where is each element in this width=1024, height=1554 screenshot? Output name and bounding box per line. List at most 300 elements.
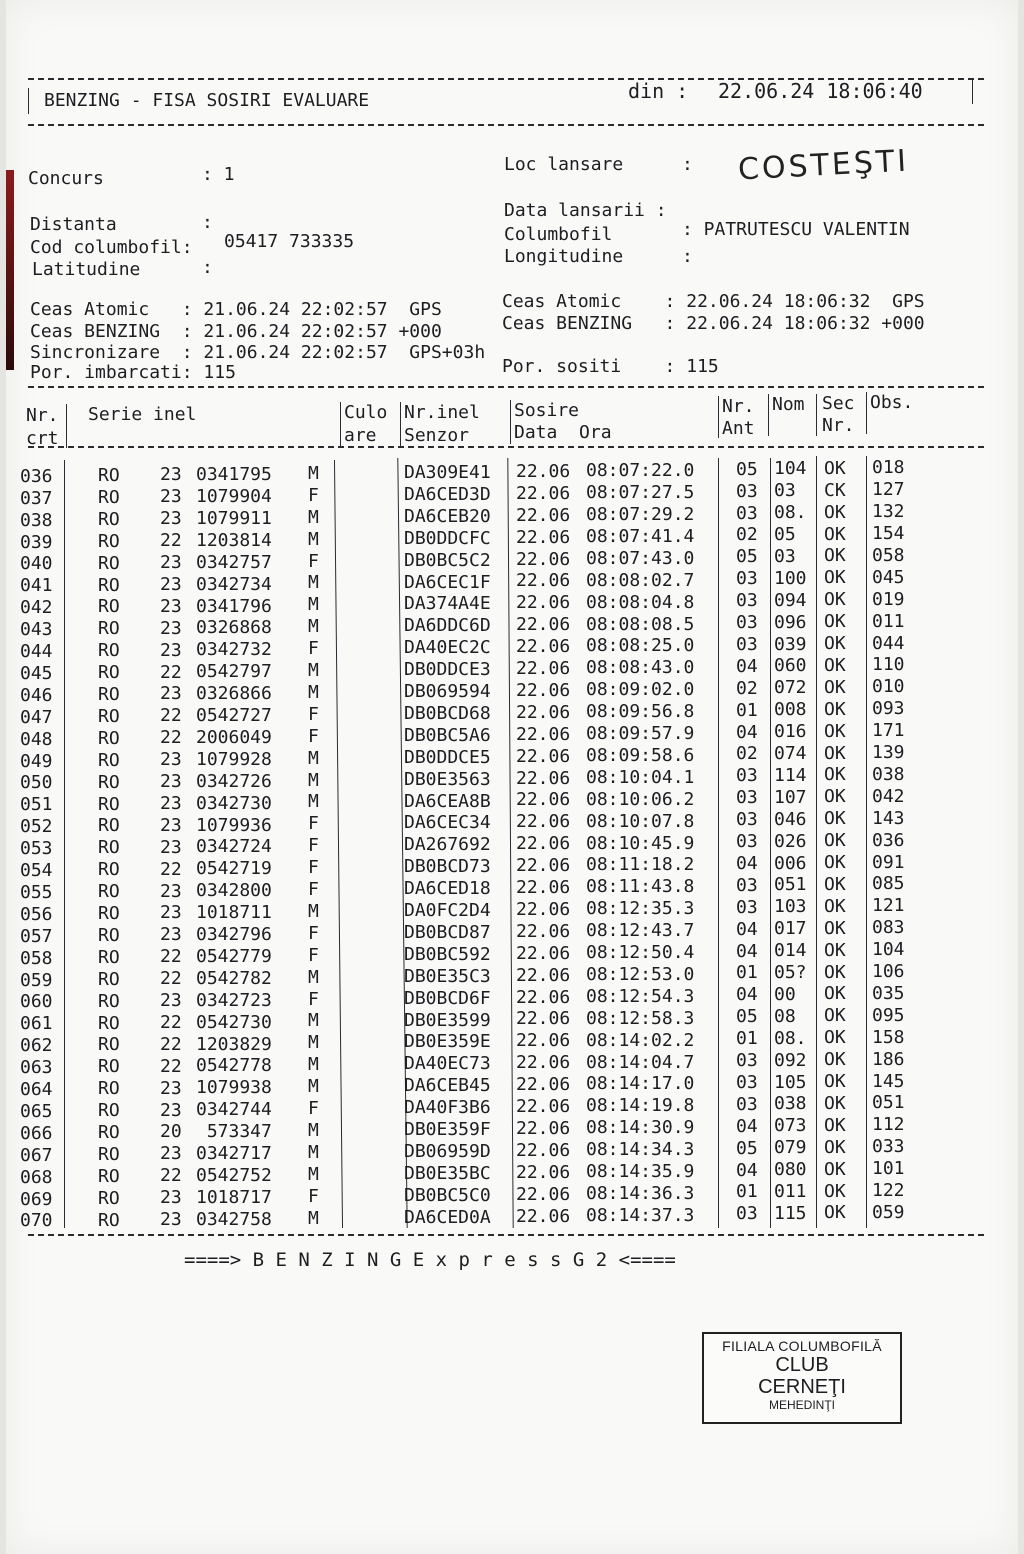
row-year: 23 [160, 836, 182, 858]
row-ring-number: 0342744 [196, 1099, 272, 1121]
row-sex: M [308, 1076, 319, 1098]
row-obs: 112 [872, 1114, 905, 1136]
row-date: 22.06 [516, 614, 571, 636]
row-year: 23 [160, 1077, 182, 1099]
row-nom: 011 [774, 1181, 807, 1203]
col-serie-inel: Serie inel [88, 404, 197, 425]
cod-columbofil-value: 05417 733335 [224, 231, 355, 252]
row-ant: 03 [736, 502, 758, 524]
row-date: 22.06 [516, 964, 571, 986]
row-year: 23 [160, 771, 182, 793]
row-sex: M [308, 572, 319, 594]
row-year: 23 [160, 924, 182, 946]
row-year: 22 [160, 530, 182, 552]
row-ring-number: 1079938 [196, 1077, 272, 1099]
row-obs: 093 [872, 698, 905, 720]
row-ring-number: 1203814 [196, 529, 272, 551]
divider [28, 1234, 984, 1236]
row-country: RO [98, 1209, 120, 1231]
row-sex: M [308, 791, 319, 813]
row-country: RO [98, 662, 120, 684]
row-nom: 006 [774, 852, 807, 874]
row-nom: 115 [774, 1202, 807, 1224]
row-date: 22.06 [516, 548, 571, 570]
row-ant: 04 [736, 655, 758, 677]
row-sec: CK [824, 479, 846, 501]
row-sex: F [308, 944, 319, 966]
table-row [6, 917, 1018, 948]
row-sex: M [308, 594, 319, 616]
row-sensor: DA6CED0A [404, 1206, 491, 1228]
row-year: 23 [160, 683, 182, 705]
col-sep [66, 404, 67, 448]
row-ant: 03 [736, 1093, 758, 1115]
row-nom: 072 [774, 677, 807, 699]
row-nom: 016 [774, 721, 807, 743]
row-nom: 104 [774, 458, 807, 480]
loc-lansare-label: Loc lansare [504, 154, 624, 175]
concurs-value: : 1 [202, 164, 235, 185]
row-sex: M [308, 660, 319, 682]
row-ant: 05 [736, 546, 758, 568]
row-date: 22.06 [516, 679, 571, 701]
row-sec: OK [824, 786, 846, 808]
row-nr: 066 [20, 1122, 53, 1144]
row-year: 23 [160, 990, 182, 1012]
col-ant: Ant [722, 418, 755, 439]
row-time: 08:14:04.7 [586, 1051, 695, 1073]
row-ring-number: 1079936 [196, 814, 272, 836]
col-sosire: Sosire [514, 400, 580, 421]
row-obs: 101 [872, 1158, 905, 1180]
row-date: 22.06 [516, 1096, 571, 1117]
row-sensor: DA40EC2C [404, 637, 491, 659]
row-nr: 040 [20, 553, 53, 575]
row-sensor: DB0DDCE3 [404, 659, 491, 681]
row-ring-number: 0342796 [196, 924, 272, 945]
row-ring-number: 0342717 [196, 1143, 272, 1164]
row-nom: 05? [774, 962, 807, 984]
row-nom: 094 [774, 589, 807, 611]
row-ant: 03 [736, 590, 758, 612]
row-date: 22.06 [516, 570, 571, 592]
table-row [6, 1136, 1018, 1167]
row-ant: 03 [736, 765, 758, 787]
latitudine-label: Latitudine [32, 259, 141, 280]
row-date: 22.06 [516, 658, 571, 679]
row-year: 23 [160, 486, 182, 508]
row-country: RO [98, 1165, 120, 1187]
row-ant: 01 [736, 962, 758, 984]
col-sep [866, 392, 867, 434]
loc-lansare-colon: : [682, 154, 693, 175]
row-year: 22 [160, 661, 182, 683]
row-nom: 08. [774, 1027, 807, 1049]
row-ring-number: 0342732 [196, 639, 272, 661]
col-culoare: Culo [344, 402, 388, 423]
row-country: RO [98, 1187, 120, 1209]
data-lansarii-label: Data lansarii : [504, 200, 667, 221]
latitudine-value: : [202, 257, 213, 278]
table-row [6, 523, 1018, 554]
row-nr: 055 [20, 881, 53, 903]
row-sex: M [308, 747, 319, 769]
row-time: 08:14:35.9 [586, 1161, 695, 1182]
row-nr: 054 [20, 860, 53, 882]
porumbei-imbarcati: Por. imbarcati: 115 [30, 362, 236, 383]
row-nr: 042 [20, 597, 53, 619]
row-obs: 122 [872, 1180, 905, 1202]
table-row [6, 610, 1018, 641]
row-sex: M [308, 1054, 319, 1076]
row-nom: 026 [774, 830, 807, 852]
row-country: RO [98, 837, 120, 859]
row-nr: 059 [20, 969, 53, 991]
row-country: RO [98, 596, 120, 618]
row-sensor: DB0E359F [404, 1119, 491, 1141]
row-country: RO [98, 1078, 120, 1100]
porumbei-sositi: Por. sositi : 115 [502, 356, 719, 377]
row-year: 23 [160, 573, 182, 595]
row-sec: OK [824, 567, 846, 589]
row-nr: 065 [20, 1100, 53, 1122]
row-country: RO [98, 640, 120, 662]
row-sec: OK [824, 1092, 846, 1114]
row-time: 08:09:57.9 [586, 723, 695, 744]
row-sensor: DB0BCD73 [404, 856, 491, 878]
row-ant: 04 [736, 852, 758, 874]
row-nr: 037 [20, 487, 53, 509]
row-obs: 154 [872, 523, 905, 545]
table-row [6, 544, 1018, 576]
row-nr: 046 [20, 684, 53, 706]
row-sensor: DB0DDCFC [404, 527, 491, 549]
row-country: RO [98, 705, 120, 727]
row-sex: M [308, 1207, 319, 1229]
row-sensor: DA6DDC6D [404, 615, 491, 637]
row-sec: OK [824, 1005, 846, 1027]
divider [28, 446, 984, 448]
row-time: 08:10:45.9 [586, 832, 695, 854]
row-time: 08:08:25.0 [586, 635, 695, 657]
row-country: RO [98, 946, 120, 968]
row-sensor: DA267692 [404, 834, 491, 856]
row-obs: 038 [872, 763, 905, 785]
table-row [6, 785, 1018, 817]
row-sensor: DA374A4E [404, 593, 491, 615]
row-country: RO [98, 508, 120, 530]
row-sec: OK [824, 917, 846, 939]
row-nom: 073 [774, 1115, 807, 1137]
document-title: BENZING - FISA SOSIRI EVALUARE [44, 90, 370, 111]
row-sensor: DB0BCD68 [404, 702, 491, 724]
row-sec: OK [824, 961, 846, 983]
row-sex: F [308, 638, 319, 660]
row-ring-number: 0341795 [196, 464, 272, 486]
row-year: 22 [160, 1033, 182, 1055]
row-sex: F [308, 703, 319, 725]
table-row [6, 961, 1018, 992]
row-sex: M [308, 1141, 319, 1163]
table-row [6, 763, 1018, 795]
divider [28, 386, 984, 388]
row-year: 22 [160, 968, 182, 990]
col-obs: Obs. [870, 392, 914, 413]
row-obs: 171 [872, 720, 905, 742]
row-ring-number: 1079911 [196, 507, 272, 529]
row-time: 08:12:35.3 [586, 898, 695, 920]
row-ring-number: 0342726 [196, 770, 272, 792]
row-ring-number: 1079928 [196, 748, 272, 770]
row-sex: F [308, 484, 319, 506]
row-year: 22 [160, 1165, 182, 1187]
row-year: 23 [160, 1209, 182, 1231]
row-nom: 060 [774, 655, 807, 677]
row-date: 22.06 [516, 1161, 571, 1183]
row-sec: OK [824, 1071, 846, 1093]
row-country: RO [98, 1034, 120, 1056]
row-date: 22.06 [516, 877, 571, 898]
table-row [6, 1180, 1018, 1211]
row-sex: M [308, 462, 319, 484]
row-nr: 061 [20, 1013, 53, 1035]
row-time: 08:14:36.3 [586, 1182, 695, 1204]
row-obs: 143 [872, 807, 905, 829]
row-date: 22.06 [516, 723, 571, 745]
row-ring-number: 0542782 [196, 967, 272, 989]
row-nom: 096 [774, 611, 807, 633]
row-ant: 03 [736, 787, 758, 809]
row-sensor: DB06959D [404, 1140, 491, 1162]
row-date: 22.06 [516, 811, 571, 833]
row-ant: 03 [736, 612, 758, 633]
row-date: 22.06 [516, 504, 571, 526]
row-nom: 074 [774, 743, 807, 765]
row-sex: F [308, 1185, 319, 1207]
row-year: 23 [160, 1143, 182, 1165]
row-obs: 145 [872, 1070, 905, 1092]
col-data-ora: Data Ora [514, 422, 612, 443]
row-sex: F [308, 813, 319, 835]
row-nr: 049 [20, 750, 53, 772]
row-country: RO [98, 990, 120, 1012]
row-ant: 04 [736, 918, 758, 940]
row-country: RO [98, 727, 120, 749]
sincronizare: Sincronizare : 21.06.24 22:02:57 GPS+03h [30, 342, 486, 363]
row-ring-number: 0542779 [196, 945, 272, 967]
row-ant: 04 [736, 984, 758, 1006]
row-ant: 04 [736, 1159, 758, 1181]
row-time: 08:14:19.8 [586, 1095, 695, 1117]
row-sec: OK [824, 523, 846, 545]
row-ant: 02 [736, 524, 758, 546]
row-time: 08:14:34.3 [586, 1139, 695, 1161]
row-sex: F [308, 879, 319, 901]
row-obs: 095 [872, 1004, 905, 1026]
row-date: 22.06 [516, 1183, 571, 1205]
longitudine-value: : [682, 246, 693, 267]
row-sec: OK [824, 1049, 846, 1071]
row-ring-number: 573347 [196, 1121, 272, 1143]
row-date: 22.06 [516, 1052, 571, 1074]
row-nr: 036 [20, 465, 53, 487]
row-date: 22.06 [516, 942, 571, 964]
row-sensor: DA6CED18 [404, 878, 491, 900]
table-row [6, 720, 1018, 751]
table-row [6, 1048, 1018, 1079]
ceas-benzing-stop: Ceas BENZING : 22.06.24 18:06:32 +000 [502, 313, 925, 334]
row-sex: M [308, 681, 319, 703]
columbofil-label: Columbofil [504, 224, 613, 245]
row-nr: 056 [20, 903, 53, 925]
longitudine-label: Longitudine [504, 246, 624, 267]
ceas-atomic-start: Ceas Atomic : 21.06.24 22:02:57 GPS [30, 299, 442, 320]
table-row [6, 939, 1018, 970]
row-ring-number: 0326866 [196, 683, 272, 705]
row-nom: 017 [774, 918, 807, 940]
row-sex: M [308, 506, 319, 528]
loc-lansare-handwritten: COSTEŞTI [737, 143, 910, 188]
row-ant: 05 [736, 458, 758, 480]
row-ring-number: 0542797 [196, 661, 272, 683]
row-nom: 080 [774, 1159, 807, 1181]
row-country: RO [98, 465, 120, 487]
row-date: 22.06 [516, 460, 571, 482]
row-ant: 03 [736, 1050, 758, 1071]
table-row [6, 566, 1018, 598]
row-country: RO [98, 552, 120, 574]
row-sex: M [308, 966, 319, 988]
row-sensor: DB0BC5C2 [404, 549, 491, 571]
row-nr: 047 [20, 706, 53, 728]
col-culoare-2: are [344, 425, 377, 446]
row-obs: 011 [872, 610, 905, 632]
row-nr: 069 [20, 1188, 53, 1210]
row-sec: OK [824, 939, 846, 961]
row-sensor: DB0BCD6F [404, 987, 491, 1009]
row-ring-number: 0542730 [196, 1011, 272, 1033]
row-sec: OK [824, 1114, 846, 1136]
row-time: 08:10:04.1 [586, 766, 695, 788]
row-ring-number: 0342734 [196, 573, 272, 595]
row-nr: 067 [20, 1144, 53, 1166]
ceas-atomic-stop: Ceas Atomic : 22.06.24 18:06:32 GPS [502, 291, 925, 312]
row-nom: 014 [774, 940, 807, 962]
row-sec: OK [824, 830, 846, 852]
row-date: 22.06 [516, 745, 571, 767]
col-nom: Nom [772, 394, 805, 415]
col-sep [510, 400, 511, 444]
row-sec: OK [824, 611, 846, 633]
row-nom: 114 [774, 764, 807, 786]
row-nr: 044 [20, 641, 53, 663]
row-year: 23 [160, 552, 182, 574]
row-sensor: DA6CEC34 [404, 812, 491, 834]
row-country: RO [98, 1143, 120, 1165]
row-time: 08:12:54.3 [586, 985, 695, 1007]
stamp-line: FILIALA COLUMBOFILĂ [722, 1338, 882, 1354]
table-row [6, 457, 1018, 488]
row-nr: 070 [20, 1210, 53, 1232]
row-sec: OK [824, 1202, 846, 1224]
col-sep [816, 394, 817, 436]
row-date: 22.06 [516, 833, 571, 855]
row-date: 22.06 [516, 636, 571, 658]
row-date: 22.06 [516, 482, 571, 504]
row-year: 22 [160, 727, 182, 749]
row-sex: F [308, 922, 319, 944]
row-ring-number: 0341796 [196, 595, 272, 617]
row-ring-number: 0342730 [196, 792, 272, 814]
row-time: 08:10:07.8 [586, 810, 695, 832]
row-nr: 039 [20, 531, 53, 553]
row-date: 22.06 [516, 986, 571, 1008]
row-sec: OK [824, 501, 846, 523]
row-ring-number: 0342800 [196, 880, 272, 902]
row-country: RO [98, 968, 120, 990]
table-row [6, 632, 1018, 663]
row-country: RO [98, 1122, 120, 1144]
row-time: 08:11:43.8 [586, 876, 695, 898]
row-sex: F [308, 857, 319, 879]
row-obs: 045 [872, 566, 905, 588]
stamp-line: MEHEDINŢI [769, 1398, 835, 1412]
row-country: RO [98, 1100, 120, 1122]
row-ring-number: 1203829 [196, 1033, 272, 1055]
row-nom: 00 [774, 983, 796, 1005]
row-ant: 03 [736, 896, 758, 918]
row-ant: 03 [736, 1203, 758, 1225]
row-country: RO [98, 881, 120, 903]
row-obs: 158 [872, 1026, 905, 1048]
row-sensor: DA6CEA8B [404, 790, 491, 812]
row-year: 22 [160, 1055, 182, 1077]
stamp-line: CLUB [775, 1354, 829, 1376]
row-sensor: DB0BC5C0 [404, 1184, 491, 1206]
row-sensor: DA40EC73 [404, 1053, 491, 1075]
row-sensor: DA40F3B6 [404, 1097, 491, 1119]
row-ant: 04 [736, 940, 758, 962]
row-nr: 053 [20, 838, 53, 860]
row-date: 22.06 [516, 701, 571, 723]
row-country: RO [98, 684, 120, 706]
row-obs: 044 [872, 632, 905, 654]
row-nom: 05 [774, 524, 796, 546]
row-sensor: DB0E35BC [404, 1162, 491, 1184]
row-country: RO [98, 530, 120, 552]
row-sensor: DA6CEB20 [404, 505, 491, 527]
row-sec: OK [824, 698, 846, 720]
row-nom: 079 [774, 1137, 807, 1159]
row-time: 08:07:22.0 [586, 460, 695, 482]
row-ant: 02 [736, 743, 758, 765]
row-obs: 058 [872, 544, 905, 566]
row-obs: 186 [872, 1048, 905, 1070]
row-nr: 052 [20, 816, 53, 838]
table-row [6, 1004, 1018, 1036]
row-time: 08:14:17.0 [586, 1073, 695, 1095]
row-time: 08:09:56.8 [586, 701, 695, 723]
row-ant: 01 [736, 699, 758, 721]
row-ring-number: 2006049 [196, 726, 272, 748]
row-time: 08:07:27.5 [586, 482, 695, 504]
concurs-label: Concurs [28, 168, 104, 189]
columbofil-value: : PATRUTESCU VALENTIN [682, 219, 910, 240]
distanta-value: : [202, 212, 213, 233]
row-nr: 041 [20, 575, 53, 597]
border-left [28, 88, 29, 114]
row-time: 08:11:18.2 [586, 854, 695, 876]
